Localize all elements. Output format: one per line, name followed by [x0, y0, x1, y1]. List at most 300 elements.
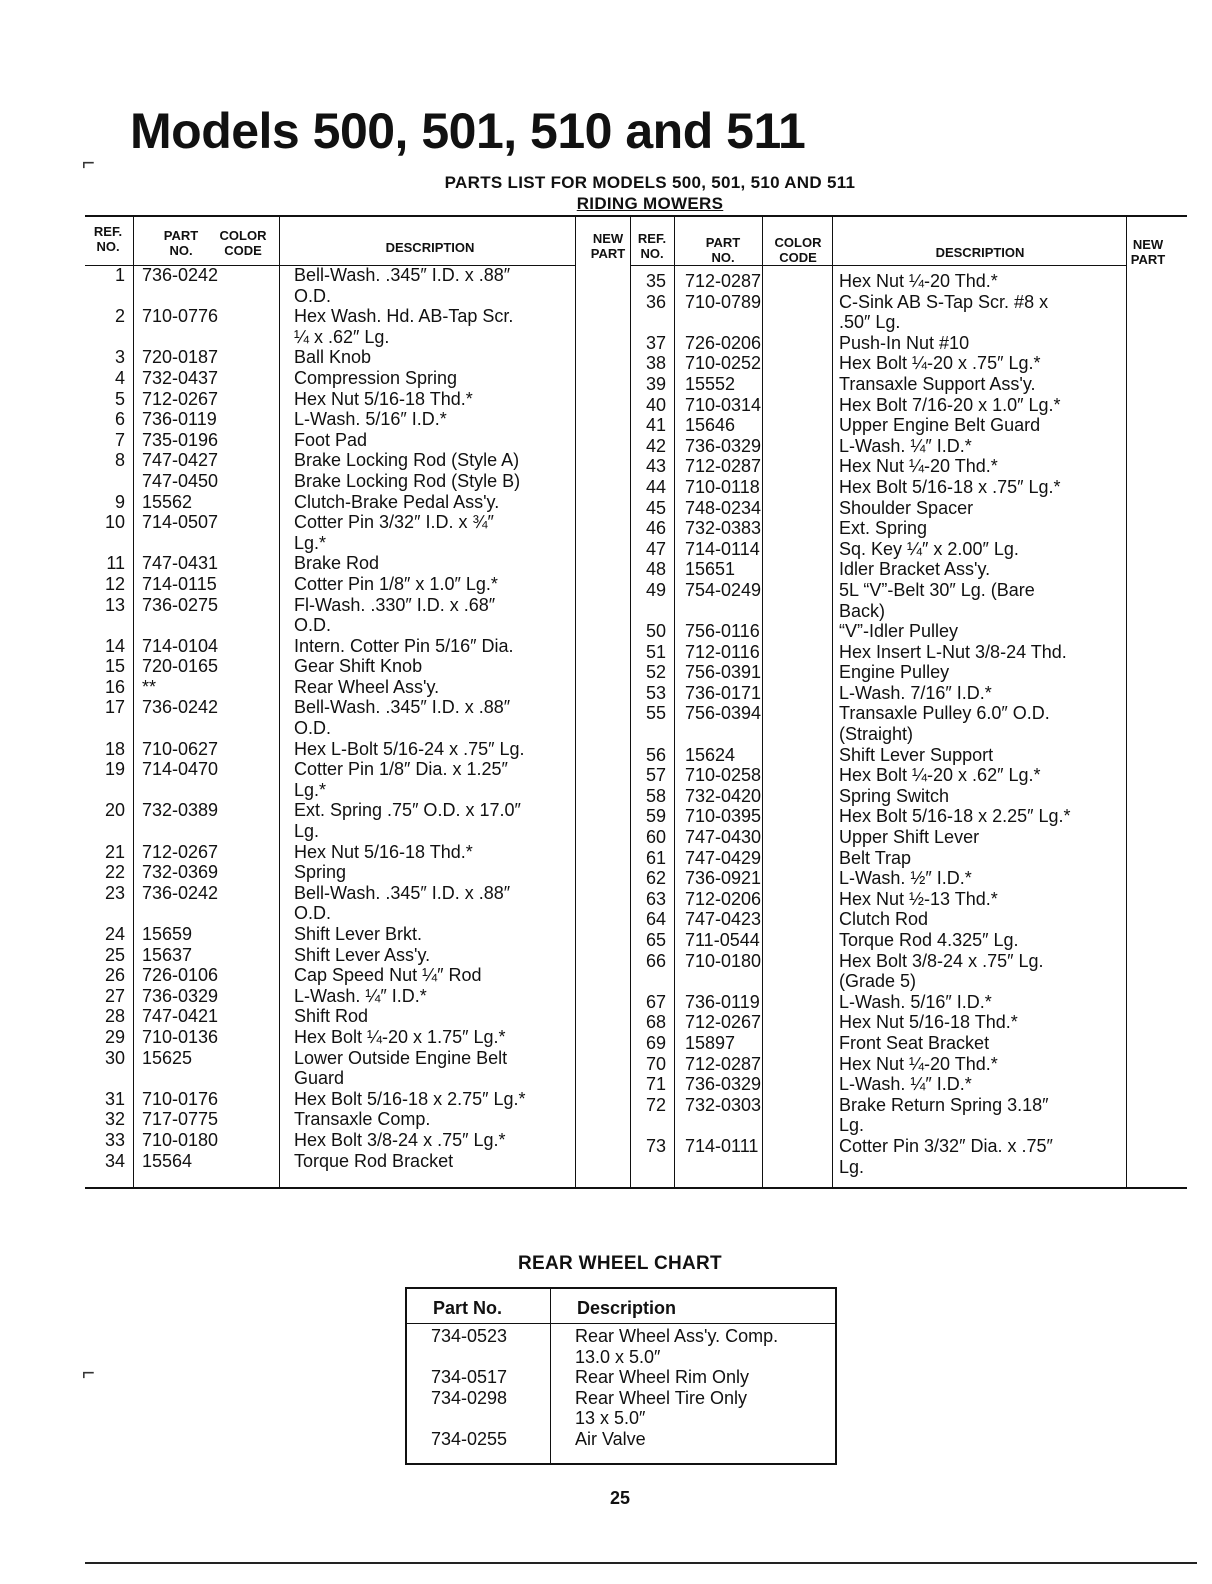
- page-title: Models 500, 501, 510 and 511: [130, 103, 806, 159]
- part-description: Lg.: [839, 1156, 865, 1177]
- part-description: Hex Bolt 5/16-18 x 2.25″ Lg.*: [839, 806, 1071, 827]
- part-description: Transaxle Comp.: [294, 1109, 431, 1130]
- rear-wheel-description: Air Valve: [575, 1428, 646, 1449]
- part-description: Lg.*: [294, 532, 327, 553]
- ref-no: 18: [104, 738, 125, 759]
- part-description: Upper Engine Belt Guard: [839, 415, 1041, 436]
- part-no: [685, 312, 761, 333]
- part-description: Brake Locking Rod (Style B): [294, 470, 521, 491]
- ref-no: 38: [645, 353, 666, 374]
- ref-no: 33: [104, 1129, 125, 1150]
- part-description: Fl-Wash. .330″ I.D. x .68″: [294, 594, 496, 615]
- bottom-rule: [85, 1562, 1197, 1564]
- part-no: 756-0391: [685, 662, 762, 683]
- part-description: Back): [839, 600, 886, 621]
- part-no: 714-0111: [685, 1135, 759, 1156]
- ref-no: 52: [645, 662, 666, 683]
- ref-no: 55: [645, 703, 666, 724]
- part-description: Bell-Wash. .345″ I.D. x .88″: [294, 265, 511, 285]
- ref-no: 21: [104, 841, 125, 862]
- ref-no: [630, 724, 666, 745]
- part-no: [142, 780, 218, 801]
- part-description: Hex Bolt ¼-20 x 1.75″ Lg.*: [294, 1026, 506, 1047]
- part-no: [142, 903, 218, 924]
- rear-wheel-part-no: 734-0255: [431, 1428, 508, 1449]
- parts-list-subtitle: PARTS LIST FOR MODELS 500, 501, 510 AND 511: [444, 173, 856, 192]
- ref-no: 29: [104, 1026, 125, 1047]
- part-description: Push-In Nut #10: [839, 332, 970, 353]
- header-description-right: DESCRIPTION: [935, 245, 1025, 260]
- part-description: Guard: [294, 1068, 345, 1089]
- ref-no: [85, 327, 125, 348]
- part-no: 754-0249: [685, 579, 762, 600]
- ref-no: 61: [645, 847, 666, 868]
- part-description: Engine Pulley: [839, 662, 950, 683]
- part-description: O.D.: [294, 615, 332, 636]
- part-no: 735-0196: [142, 429, 219, 450]
- part-no: [142, 615, 218, 636]
- part-description: Lg.*: [294, 779, 327, 800]
- rear-wheel-part-no: 734-0298: [431, 1387, 508, 1408]
- header-color-code-right: COLOR CODE: [774, 235, 822, 265]
- right-description-column: [839, 271, 1071, 1177]
- part-description: Clutch-Brake Pedal Ass'y.: [294, 491, 500, 512]
- part-no: 736-0242: [142, 265, 219, 285]
- right-part-column: [685, 271, 761, 1177]
- part-description: Hex Bolt 5/16-18 x .75″ Lg.*: [839, 476, 1061, 497]
- part-no: 710-0395: [685, 806, 762, 827]
- rear-wheel-part-column: [431, 1326, 507, 1449]
- part-description: L-Wash. 5/16″ I.D.*: [839, 991, 992, 1012]
- ref-no: 15: [104, 656, 125, 677]
- part-no: 714-0507: [142, 512, 219, 533]
- part-description: Shift Rod: [294, 1006, 369, 1027]
- ref-no: 5: [114, 388, 125, 409]
- part-no: 736-0242: [142, 697, 219, 718]
- part-no: 712-0267: [685, 1012, 762, 1033]
- ref-no: [85, 615, 125, 636]
- part-no: 732-0420: [685, 785, 762, 806]
- ref-no: 65: [645, 930, 666, 950]
- part-description: Brake Rod: [294, 553, 380, 574]
- page-number: 25: [609, 1488, 631, 1508]
- part-description: Cotter Pin 1/8″ Dia. x 1.25″: [294, 759, 508, 780]
- part-no: 736-0171: [685, 682, 762, 703]
- part-description: O.D.: [294, 285, 332, 306]
- rear-wheel-description: Rear Wheel Ass'y. Comp.: [575, 1326, 779, 1346]
- part-no: 736-0921: [685, 868, 762, 889]
- ref-no: 10: [104, 512, 125, 533]
- ref-no: [85, 533, 125, 554]
- part-description: Rear Wheel Ass'y.: [294, 676, 440, 697]
- part-no: 710-0180: [142, 1129, 219, 1150]
- part-description: L-Wash. 5/16″ I.D.*: [294, 409, 447, 430]
- part-no: 15625: [142, 1047, 193, 1068]
- rear-wheel-description: Rear Wheel Rim Only: [575, 1367, 750, 1387]
- ref-no: 28: [104, 1006, 125, 1027]
- ref-no: 53: [645, 682, 666, 703]
- part-no: 726-0206: [685, 332, 762, 353]
- part-description: Ball Knob: [294, 347, 372, 368]
- part-description: Brake Return Spring 3.18″: [839, 1094, 1049, 1115]
- part-no: 756-0116: [685, 621, 760, 642]
- ref-no: [85, 903, 125, 924]
- part-no: 714-0115: [142, 573, 217, 594]
- rear-wheel-description: Rear Wheel Tire Only: [575, 1387, 748, 1408]
- part-no: 747-0423: [685, 909, 762, 930]
- part-description: “V”-Idler Pulley: [839, 621, 959, 642]
- part-description: (Grade 5): [839, 971, 917, 992]
- ref-no: 1: [114, 265, 125, 285]
- part-no: 712-0267: [142, 388, 219, 409]
- part-no: 15897: [685, 1032, 736, 1053]
- ref-no: 6: [114, 409, 125, 430]
- part-no: 732-0383: [685, 518, 762, 539]
- part-description: Torque Rod 4.325″ Lg.: [839, 930, 1019, 950]
- ref-no: 30: [104, 1047, 125, 1068]
- part-no: [685, 971, 761, 992]
- part-no: 747-0429: [685, 847, 762, 868]
- part-no: 736-0119: [685, 991, 760, 1012]
- ref-no: [630, 1157, 666, 1178]
- part-no: 732-0369: [142, 862, 219, 883]
- part-no: [685, 1157, 761, 1178]
- part-description: Hex Wash. Hd. AB-Tap Scr.: [294, 306, 514, 327]
- part-no: 710-0176: [142, 1088, 219, 1109]
- part-description: Spring Switch: [839, 785, 950, 806]
- part-description: Belt Trap: [839, 847, 912, 868]
- ref-no: 66: [645, 950, 666, 971]
- ref-no: 35: [645, 271, 666, 291]
- part-no: 747-0431: [142, 553, 219, 574]
- part-description: Cap Speed Nut ¼″ Rod: [294, 965, 482, 986]
- ref-no: 69: [645, 1032, 666, 1053]
- part-description: Ext. Spring .75″ O.D. x 17.0″: [294, 800, 521, 821]
- part-description: Gear Shift Knob: [294, 656, 423, 677]
- part-description: L-Wash. ¼″ I.D.*: [839, 435, 972, 456]
- rear-wheel-description: 13.0 x 5.0″: [575, 1346, 661, 1367]
- rear-wheel-part-no: 734-0523: [431, 1326, 508, 1346]
- part-description: .50″ Lg.: [839, 312, 901, 333]
- ref-no: 50: [645, 621, 666, 642]
- header-color-code-left: COLOR CODE: [219, 228, 267, 258]
- part-no: [685, 1115, 761, 1136]
- part-no: 747-0421: [142, 1006, 219, 1027]
- part-description: Hex Bolt 3/8-24 x .75″ Lg.: [839, 950, 1044, 971]
- ref-no: 2: [114, 306, 125, 327]
- ref-no: [85, 471, 125, 492]
- part-no: 15562: [142, 491, 193, 512]
- part-description: Clutch Rod: [839, 909, 929, 930]
- header-part-no-right: PART NO.: [705, 235, 741, 265]
- ref-no: 68: [645, 1012, 666, 1033]
- ref-no: 36: [645, 291, 666, 312]
- right-ref-column: [630, 271, 666, 1177]
- part-no: 710-0258: [685, 765, 762, 786]
- ref-no: 4: [114, 367, 125, 388]
- ref-no: 51: [645, 641, 666, 662]
- ref-no: 45: [645, 497, 666, 518]
- part-no: [142, 821, 218, 842]
- part-no: 710-0118: [685, 476, 760, 497]
- part-no: 15624: [685, 744, 736, 765]
- part-description: Torque Rod Bracket: [294, 1150, 454, 1171]
- rear-wheel-part-no: [431, 1347, 507, 1368]
- ref-no: 11: [106, 553, 125, 574]
- part-description: Shift Lever Brkt.: [294, 924, 423, 944]
- part-description: Bell-Wash. .345″ I.D. x .88″: [294, 882, 511, 903]
- ref-no: 60: [645, 827, 666, 848]
- ref-no: 31: [104, 1088, 125, 1109]
- part-description: Hex Nut 5/16-18 Thd.*: [294, 388, 473, 409]
- ref-no: 63: [645, 888, 666, 909]
- rear-wheel-header-part-no: Part No.: [433, 1298, 503, 1318]
- ref-no: 48: [645, 559, 666, 580]
- ref-no: 59: [645, 806, 666, 827]
- part-no: 714-0104: [142, 635, 219, 656]
- ref-no: 22: [104, 862, 125, 883]
- ref-no: 56: [645, 744, 666, 765]
- part-description: Front Seat Bracket: [839, 1032, 990, 1053]
- part-no: 15637: [142, 944, 193, 965]
- ref-no: 19: [104, 759, 125, 780]
- part-no: 717-0775: [142, 1109, 219, 1130]
- part-no: 747-0427: [142, 450, 219, 471]
- part-no: 714-0114: [685, 538, 760, 559]
- ref-no: 12: [104, 573, 125, 594]
- part-description: Hex Bolt 5/16-18 x 2.75″ Lg.*: [294, 1088, 526, 1109]
- part-no: 712-0287: [685, 456, 762, 477]
- header-ref-no-right: REF. NO.: [637, 231, 667, 261]
- part-no: 711-0544: [685, 930, 760, 950]
- part-no: 710-0314: [685, 394, 762, 415]
- part-description: Hex Nut ½-13 Thd.*: [839, 888, 998, 909]
- part-description: Hex Bolt 3/8-24 x .75″ Lg.*: [294, 1129, 506, 1150]
- ref-no: 8: [114, 450, 125, 471]
- part-description: Hex Nut 5/16-18 Thd.*: [294, 841, 473, 862]
- part-no: 712-0287: [685, 1053, 762, 1074]
- part-no: 748-0234: [685, 497, 762, 518]
- part-description: 5L “V”-Belt 30″ Lg. (Bare: [839, 579, 1035, 600]
- ref-no: 67: [645, 991, 666, 1012]
- part-no: 736-0329: [685, 435, 762, 456]
- part-no: 736-0329: [142, 985, 219, 1006]
- left-description-column: [294, 265, 526, 1171]
- part-description: Transaxle Support Ass'y.: [839, 373, 1036, 394]
- left-part-column: [142, 265, 218, 1171]
- part-no: 712-0267: [142, 841, 219, 862]
- part-no: [685, 601, 761, 622]
- ref-no: 25: [104, 944, 125, 965]
- ref-no: 57: [645, 765, 666, 786]
- part-no: 720-0165: [142, 656, 219, 677]
- part-description: Idler Bracket Ass'y.: [839, 559, 991, 580]
- rear-wheel-part-no: [431, 1408, 507, 1429]
- margin-mark-top: ⌐: [82, 150, 95, 175]
- part-no: 15564: [142, 1150, 193, 1171]
- part-no: 712-0206: [685, 888, 762, 909]
- part-no: 710-0180: [685, 950, 762, 971]
- part-no: 714-0470: [142, 759, 219, 780]
- part-no: 747-0450: [142, 470, 219, 491]
- part-description: Spring: [294, 862, 347, 883]
- part-no: 736-0119: [142, 409, 217, 430]
- part-description: Hex Nut 5/16-18 Thd.*: [839, 1012, 1018, 1033]
- header-new-part-right: NEW PART: [1130, 237, 1166, 267]
- part-description: Hex Bolt ¼-20 x .75″ Lg.*: [839, 353, 1041, 374]
- ref-no: 58: [645, 785, 666, 806]
- part-description: L-Wash. 7/16″ I.D.*: [839, 682, 992, 703]
- header-ref-no-left: REF. NO.: [93, 224, 123, 254]
- ref-no: 43: [645, 456, 666, 477]
- ref-no: [85, 718, 125, 739]
- part-description: Hex Nut ¼-20 Thd.*: [839, 1053, 998, 1074]
- ref-no: 73: [645, 1135, 666, 1156]
- part-description: Hex Nut ¼-20 Thd.*: [839, 456, 998, 477]
- ref-no: 27: [104, 985, 125, 1006]
- part-no: 732-0303: [685, 1094, 762, 1115]
- ref-no: 40: [645, 394, 666, 415]
- part-description: L-Wash. ½″ I.D.*: [839, 868, 972, 889]
- ref-no: 39: [645, 373, 666, 394]
- part-description: Hex Insert L-Nut 3/8-24 Thd.: [839, 641, 1067, 662]
- ref-no: [630, 312, 666, 333]
- ref-no: 13: [104, 594, 125, 615]
- part-no: 15646: [685, 415, 736, 436]
- ref-no: 3: [114, 347, 125, 368]
- rear-wheel-part-no: 734-0517: [431, 1367, 508, 1387]
- ref-no: 37: [645, 332, 666, 353]
- part-no: 15651: [685, 559, 736, 580]
- part-description: Intern. Cotter Pin 5/16″ Dia.: [294, 635, 514, 656]
- part-no: 720-0187: [142, 347, 219, 368]
- part-description: ¼ x .62″ Lg.: [294, 326, 390, 347]
- part-no: [142, 718, 218, 739]
- ref-no: 23: [104, 882, 125, 903]
- ref-no: [630, 601, 666, 622]
- ref-no: 47: [645, 538, 666, 559]
- ref-no: 20: [104, 800, 125, 821]
- ref-no: [85, 821, 125, 842]
- part-no: 710-0627: [142, 738, 219, 759]
- rear-wheel-table: [405, 1287, 837, 1465]
- header-part-no-left: PART NO.: [163, 228, 199, 258]
- riding-mowers-subtitle: RIDING MOWERS: [576, 194, 724, 213]
- part-description: Hex L-Bolt 5/16-24 x .75″ Lg.: [294, 738, 525, 759]
- part-no: [142, 286, 218, 307]
- part-no: 736-0275: [142, 594, 219, 615]
- ref-no: 70: [645, 1053, 666, 1074]
- part-no: 756-0394: [685, 703, 762, 724]
- part-no: 712-0287: [685, 271, 762, 291]
- part-description: Hex Nut ¼-20 Thd.*: [839, 271, 998, 291]
- rear-wheel-chart-title: REAR WHEEL CHART: [518, 1253, 722, 1274]
- ref-no: 42: [645, 435, 666, 456]
- ref-no: 46: [645, 518, 666, 539]
- part-description: Compression Spring: [294, 367, 458, 388]
- ref-no: 9: [114, 491, 125, 512]
- part-description: Upper Shift Lever: [839, 827, 980, 848]
- part-description: C-Sink AB S-Tap Scr. #8 x: [839, 291, 1049, 312]
- part-description: O.D.: [294, 903, 332, 924]
- part-no: 710-0789: [685, 291, 762, 312]
- rear-wheel-description: 13 x 5.0″: [575, 1408, 646, 1428]
- ref-no: 62: [645, 868, 666, 889]
- part-no: 726-0106: [142, 965, 219, 986]
- ref-no: 49: [645, 579, 666, 600]
- part-description: Cotter Pin 3/32″ Dia. x .75″: [839, 1135, 1053, 1156]
- ref-no: 24: [104, 924, 125, 944]
- ref-no: 34: [104, 1150, 125, 1171]
- part-no: 747-0430: [685, 827, 762, 848]
- part-no: 15659: [142, 924, 193, 944]
- part-description: Hex Bolt 7/16-20 x 1.0″ Lg.*: [839, 394, 1061, 415]
- part-description: Transaxle Pulley 6.0″ O.D.: [839, 703, 1050, 724]
- part-description: Foot Pad: [294, 429, 368, 450]
- part-no: 712-0116: [685, 641, 760, 662]
- part-description: (Straight): [839, 724, 914, 745]
- ref-no: [630, 1115, 666, 1136]
- ref-no: 32: [104, 1109, 125, 1130]
- part-description: Cotter Pin 3/32″ I.D. x ¾″: [294, 512, 494, 533]
- ref-no: 17: [104, 697, 125, 718]
- part-description: O.D.: [294, 718, 332, 739]
- part-description: Ext. Spring: [839, 518, 928, 539]
- part-description: Cotter Pin 1/8″ x 1.0″ Lg.*: [294, 573, 498, 594]
- part-no: 736-0242: [142, 882, 219, 903]
- part-description: Lg.: [839, 1115, 865, 1136]
- ref-no: 14: [104, 635, 125, 656]
- ref-no: 71: [645, 1074, 666, 1095]
- part-description: Bell-Wash. .345″ I.D. x .88″: [294, 697, 511, 718]
- part-description: L-Wash. ¼″ I.D.*: [839, 1074, 972, 1095]
- ref-no: 44: [645, 476, 666, 497]
- part-no: 710-0136: [142, 1026, 219, 1047]
- ref-no: 16: [104, 676, 125, 697]
- part-no: 732-0437: [142, 367, 219, 388]
- part-description: Sq. Key ¼″ x 2.00″ Lg.: [839, 538, 1019, 559]
- part-no: 736-0329: [685, 1074, 762, 1095]
- part-no: [685, 724, 761, 745]
- ref-no: [85, 780, 125, 801]
- ref-no: [630, 971, 666, 992]
- ref-no: 26: [104, 965, 125, 986]
- part-no: 15552: [685, 373, 736, 394]
- header-new-part-left: NEW PART: [590, 231, 626, 261]
- parts-table: [85, 215, 1187, 1189]
- header-description-left: DESCRIPTION: [385, 240, 475, 255]
- ref-no: [85, 1068, 125, 1089]
- part-no: [142, 1068, 218, 1089]
- margin-mark-bottom: ⌐: [82, 1360, 95, 1385]
- part-description: Lg.: [294, 821, 320, 842]
- part-no: 710-0776: [142, 306, 219, 327]
- part-description: Brake Locking Rod (Style A): [294, 450, 520, 471]
- part-no: **: [142, 676, 157, 697]
- part-description: Shift Lever Ass'y.: [294, 944, 431, 965]
- part-no: 732-0389: [142, 800, 219, 821]
- ref-no: 7: [114, 429, 125, 450]
- rear-wheel-header-description: Description: [577, 1298, 677, 1318]
- part-description: Shift Lever Support: [839, 744, 994, 765]
- rear-wheel-description-column: [575, 1326, 778, 1449]
- ref-no: 64: [645, 909, 666, 930]
- ref-no: 41: [645, 415, 666, 436]
- part-description: Hex Bolt ¼-20 x .62″ Lg.*: [839, 765, 1041, 786]
- part-no: 710-0252: [685, 353, 762, 374]
- part-no: [142, 533, 218, 554]
- ref-no: 72: [645, 1094, 666, 1115]
